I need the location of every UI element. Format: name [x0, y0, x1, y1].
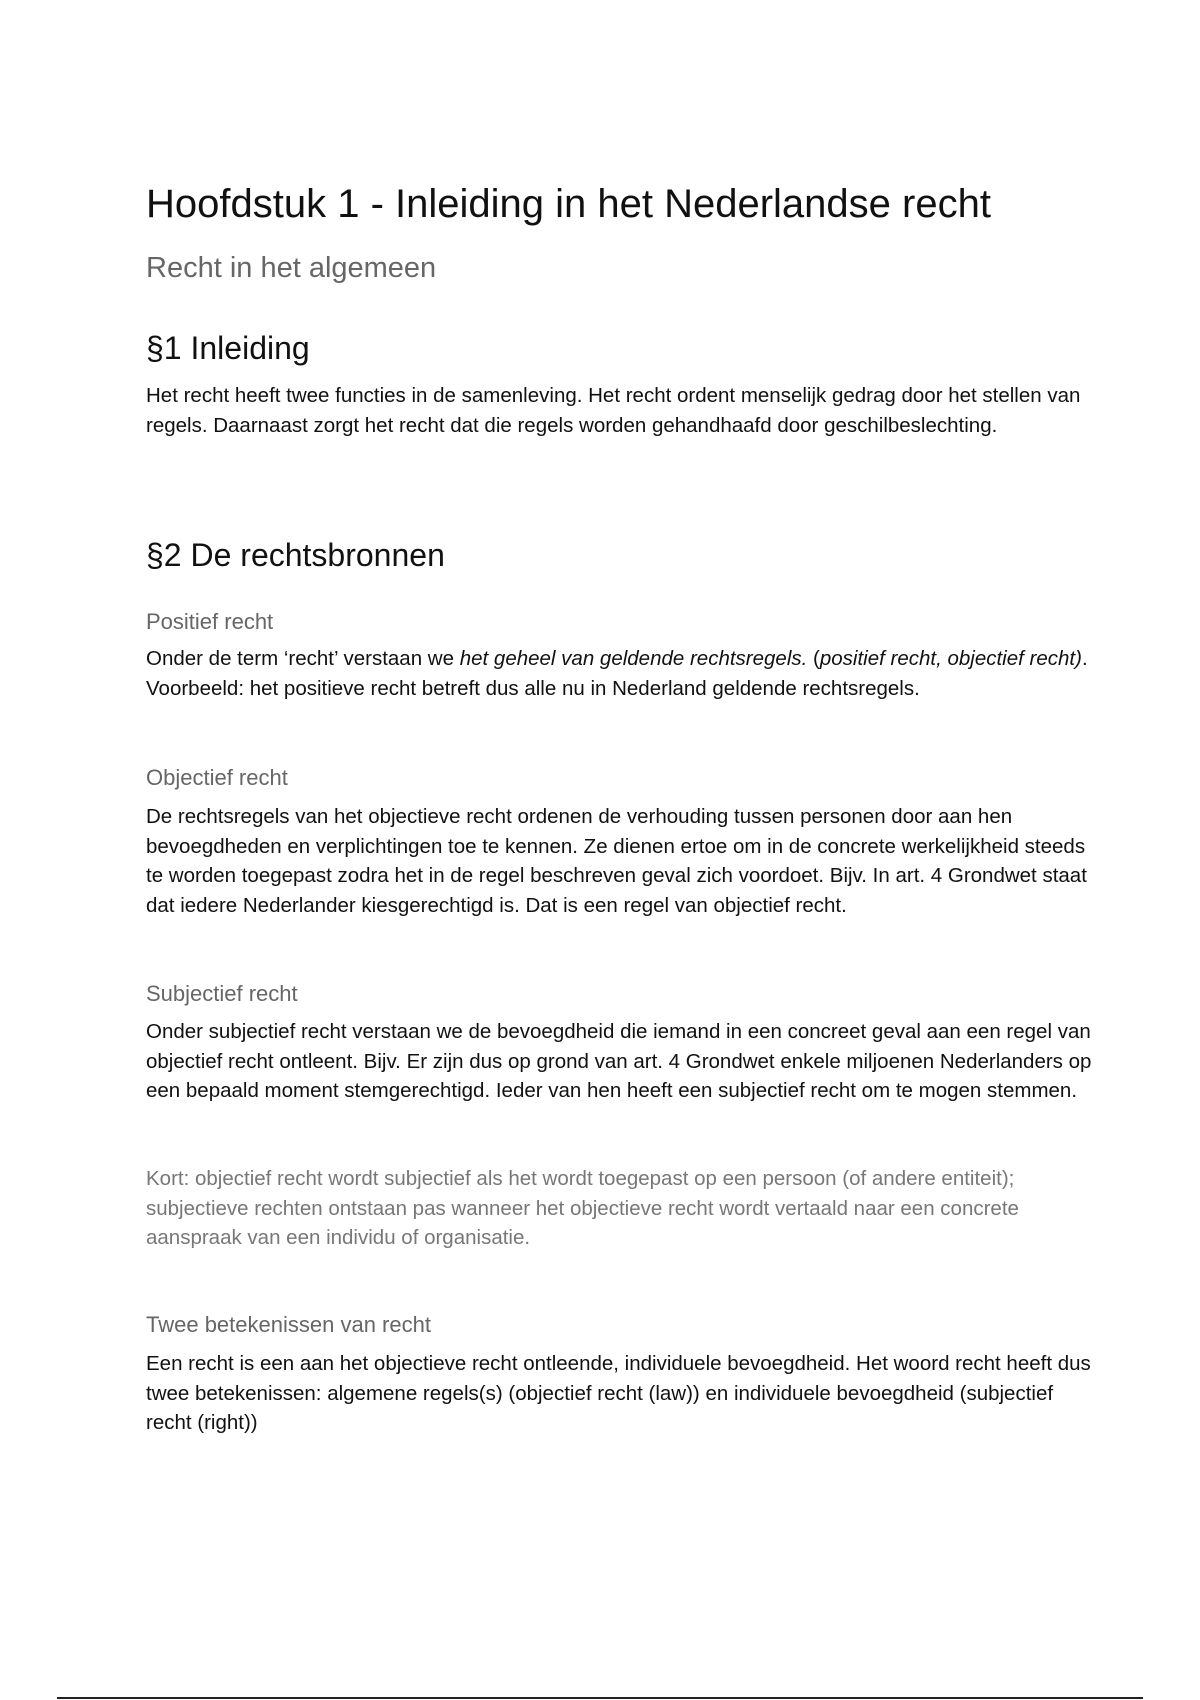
page-title: Hoofdstuk 1 - Inleiding in het Nederlandse recht [146, 182, 991, 226]
positief-text-c: ( [807, 647, 820, 670]
subjectief-recht-paragraph: Onder subjectief recht verstaan we de bevoegdheid die iemand in een concreet geval aan een regel van objectief recht ontleent. Bijv. Er zijn dus op grond van art. 4 Grondwet enkele miljoenen Nederlanders op een bepaald moment stemgerechtigd. Ieder van hen heeft een subjectief recht om te mogen stemmen. [146, 1020, 1092, 1102]
objectief-recht-paragraph: De rechtsregels van het objectieve recht ordenen de verhouding tussen personen door aan hen bevoegdheden en verplichtingen toe te kennen. Ze dienen ertoe om in de concrete werkelijkheid steeds te worden toegepast zodra het in de regel beschreven geval zich voordoet. Bijv. In art. 4 Grondwet staat dat iedere Nederlander kiesgerechtigd is. Dat is een regel van objectief recht. [146, 805, 1087, 917]
positief-recht-paragraph [146, 644, 1096, 703]
positief-text-b: het geheel van geldende rechtsregels. [459, 647, 808, 670]
kort-summary-note: Kort: objectief recht wordt subjectief als het wordt toegepast op een persoon (of andere entiteit); subjectieve rechten ontstaan pas wanneer het objectieve recht wordt vertaald naar een concrete aanspraak van een individu of organisatie. [146, 1167, 1019, 1249]
page-subtitle: Recht in het algemeen [146, 252, 437, 284]
positief-text-d: positief recht, objectief recht) [819, 647, 1082, 670]
subjectief-recht-heading: Subjectief recht [146, 981, 298, 1006]
positief-text-e: . Voorbeeld: het positieve recht betreft dus alle nu in Nederland geldende rechtsregels. [146, 647, 1088, 700]
footer-divider [57, 1697, 1143, 1699]
section-1-paragraph: Het recht heeft twee functies in de samenleving. Het recht ordent menselijk gedrag door het stellen van regels. Daarnaast zorgt het recht dat die regels worden gehandhaafd door geschilbeslechting. [146, 384, 1081, 437]
objectief-recht-heading: Objectief recht [146, 765, 288, 790]
section-2-heading: §2 De rechtsbronnen [146, 537, 445, 573]
positief-text-a: Onder de term ‘recht’ verstaan we [146, 647, 460, 670]
positief-recht-heading: Positief recht [146, 609, 274, 634]
twee-betekenissen-heading: Twee betekenissen van recht [146, 1312, 431, 1337]
section-1-heading: §1 Inleiding [146, 330, 310, 366]
twee-betekenissen-paragraph: Een recht is een aan het objectieve recht ontleende, individuele bevoegdheid. Het woord recht heeft dus twee betekenissen: algemene regels(s) (objectief recht (law)) en individuele bevoegdheid (subjectief recht (right)) [146, 1352, 1091, 1434]
